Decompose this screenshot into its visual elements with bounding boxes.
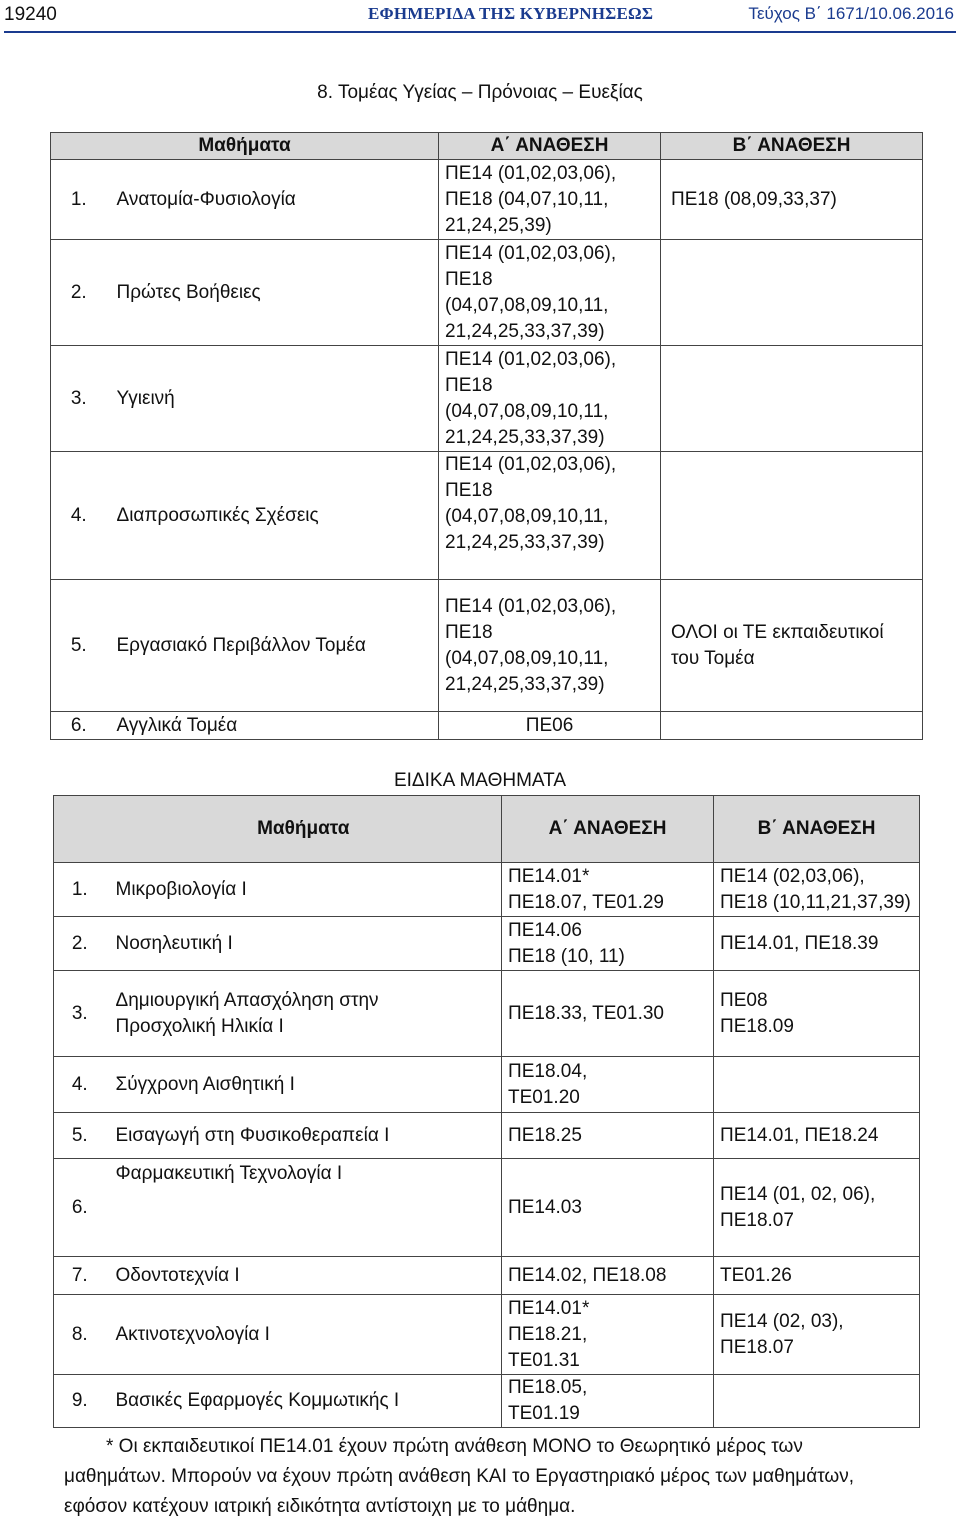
sector-courses-table [50,132,923,740]
second-assignment-cell [714,863,920,917]
assignment-line: ΠΕ18.25 [508,1124,582,1146]
second-assignment-cell [714,1113,920,1159]
row-number: 2. [54,917,106,971]
course-name: Εισαγωγή στη Φυσικοθεραπεία Ι [106,1113,502,1159]
assignment-line: (04,07,08,09,10,11, [445,647,609,669]
second-assignment-cell [661,160,923,240]
table-row [54,1257,920,1295]
assignment-line: ΠΕ18 (08,09,33,37) [671,188,837,210]
assignment-line: ΠΕ14.02, ΠΕ18.08 [508,1264,667,1286]
second-assignment-cell [714,971,920,1057]
header-first-assignment: Α΄ ΑΝΑΘΕΣΗ [502,796,714,863]
row-number: 6. [54,1159,106,1257]
assignment-line: (04,07,08,09,10,11, [445,506,609,527]
assignment-line: 21,24,25,33,37,39) [445,320,605,342]
table-row [54,1159,920,1257]
assignment-line: ΠΕ14 (01, 02, 06), [720,1183,876,1205]
header-second-assignment: Β΄ ΑΝΑΘΕΣΗ [714,796,920,863]
section-title: 8. Τομέας Υγείας – Πρόνοιας – Ευεξίας [317,82,643,103]
assignment-line: ΠΕ14.01, ΠΕ18.24 [720,1124,879,1146]
table-row [51,240,923,346]
course-name: Δημιουργική Απασχόληση στην Προσχολική Ηλικία Ι [106,971,502,1057]
assignment-line: ΠΕ14 (02,03,06), [720,865,865,887]
second-assignment-cell [661,452,923,580]
assignment-line: (04,07,08,09,10,11, [445,294,609,316]
assignment-line: ΤΕ01.20 [508,1086,580,1108]
table-row [54,1113,920,1159]
course-name: Φαρμακευτική Τεχνολογία Ι [106,1159,502,1257]
header-divider [4,31,956,33]
second-assignment-cell [714,1375,920,1428]
assignment-line: ΠΕ14.01, ΠΕ18.39 [720,932,879,954]
assignment-line: ΟΛΟΙ οι ΤΕ εκπαιδευτικοί [671,621,884,643]
table-row [51,580,923,712]
assignment-line: ΠΕ18 [445,621,493,643]
course-name: Μικροβιολογία Ι [106,863,502,917]
course-name: Διαπροσωπικές Σχέσεις [107,452,439,580]
assignment-line: ΠΕ14 (01,02,03,06), [445,454,617,475]
footnote-line: μαθημάτων. Μπορούν να έχουν πρώτη ανάθεση ΚΑΙ το Εργαστηριακό μέρος των μαθημάτων, [64,1466,855,1487]
row-number: 1. [54,863,106,917]
course-name: Ακτινοτεχνολογία Ι [106,1295,502,1375]
assignment-line: 21,24,25,33,37,39) [445,426,605,448]
first-assignment-cell [502,971,714,1057]
table-header-row [51,133,923,160]
assignment-line: ΠΕ14 (01,02,03,06), [445,595,617,617]
first-assignment-cell [502,1113,714,1159]
row-number: 4. [51,452,107,580]
row-number: 1. [51,160,107,240]
row-number: 3. [54,971,106,1057]
table-header-row [54,796,920,863]
first-assignment-cell [502,1375,714,1428]
table-row [54,917,920,971]
table-row [54,1375,920,1428]
first-assignment-cell [439,712,661,740]
footnote-line: εφόσον κατέχουν ιατρική ειδικότητα αντίστοιχη με το μάθημα. [64,1496,576,1517]
row-number: 3. [51,346,107,452]
second-assignment-cell [714,1257,920,1295]
assignment-line: ΠΕ18 [445,374,493,396]
course-name: Πρώτες Βοήθειες [107,240,439,346]
table-row [54,1295,920,1375]
table-row [51,160,923,240]
table-row [54,863,920,917]
course-name: Οδοντοτεχνία Ι [106,1257,502,1295]
second-assignment-cell [661,240,923,346]
assignment-line: του Τομέα [671,647,755,669]
assignment-line: ΠΕ14 (01,02,03,06), [445,348,617,370]
first-assignment-cell [502,1057,714,1113]
assignment-line: ΠΕ14.03 [508,1196,582,1218]
header-num [54,796,106,863]
row-number: 2. [51,240,107,346]
assignment-line: ΠΕ18 [445,480,493,501]
row-number: 6. [51,712,107,740]
table-row [51,712,923,740]
row-number: 5. [51,580,107,712]
first-assignment-cell [502,863,714,917]
second-assignment-cell [661,580,923,712]
first-assignment-cell [439,346,661,452]
assignment-line: ΠΕ18.05, [508,1377,588,1398]
assignment-line: ΠΕ18 (10,11,21,37,39) [720,891,911,913]
assignment-line: ΠΕ14.01* [508,1297,590,1319]
row-number: 8. [54,1295,106,1375]
second-assignment-cell [661,346,923,452]
course-name: Εργασιακό Περιβάλλον Τομέα [107,580,439,712]
first-assignment-cell [502,1295,714,1375]
assignment-line: ΠΕ14 (01,02,03,06), [445,242,617,264]
assignment-line: ΠΕ18.09 [720,1015,794,1037]
first-assignment-cell [502,917,714,971]
assignment-line: ΠΕ18.33, ΤΕ01.30 [508,1002,664,1024]
first-assignment-cell [439,240,661,346]
first-assignment-cell [502,1159,714,1257]
assignment-line: ΠΕ18 (04,07,10,11, [445,188,609,210]
second-assignment-cell [661,712,923,740]
assignment-line: ΤΕ01.31 [508,1349,580,1371]
second-assignment-cell [714,917,920,971]
header-courses: Μαθήματα [106,796,502,863]
assignment-line: ΠΕ18.07 [720,1336,794,1358]
assignment-line: ΠΕ14.06 [508,919,582,941]
table-row [54,1057,920,1113]
row-number: 7. [54,1257,106,1295]
table-row [51,452,923,580]
second-assignment-cell [714,1159,920,1257]
course-name: Υγιεινή [107,346,439,452]
issue-number: Τεύχος Β΄ 1671/10.06.2016 [748,4,954,23]
header-courses: Μαθήματα [51,133,439,160]
header-second-assignment: Β΄ ΑΝΑΘΕΣΗ [661,133,923,160]
assignment-line: 21,24,25,33,37,39) [445,532,605,553]
assignment-line: ΠΕ18.21, [508,1323,588,1345]
header-first-assignment: Α΄ ΑΝΑΘΕΣΗ [439,133,661,160]
course-name: Ανατομία-Φυσιολογία [107,160,439,240]
first-assignment-cell [439,580,661,712]
assignment-line: ΠΕ14 (01,02,03,06), [445,162,617,184]
first-assignment-cell [439,452,661,580]
assignment-line: ΠΕ06 [525,714,574,736]
table-row [51,346,923,452]
course-name: Σύγχρονη Αισθητική Ι [106,1057,502,1113]
row-number: 5. [54,1113,106,1159]
table-row [54,971,920,1057]
assignment-line: ΠΕ18.07 [720,1209,794,1231]
assignment-line: 21,24,25,33,37,39) [445,673,605,695]
journal-title: ΕΦΗΜΕΡΙΔΑ ΤΗΣ ΚΥΒΕΡΝΗΣΕΩΣ [368,4,654,23]
assignment-line: ΠΕ18.04, [508,1060,588,1082]
second-assignment-cell [714,1295,920,1375]
assignment-line: (04,07,08,09,10,11, [445,400,609,422]
assignment-line: ΠΕ18 [445,268,493,290]
row-number: 9. [54,1375,106,1428]
course-name: Νοσηλευτική Ι [106,917,502,971]
row-number: 4. [54,1057,106,1113]
assignment-line: ΠΕ08 [720,989,768,1011]
assignment-line: ΠΕ14 (02, 03), [720,1310,844,1332]
second-assignment-cell [714,1057,920,1113]
assignment-line: ΠΕ18 (10, 11) [508,945,625,967]
page-number: 19240 [4,4,57,25]
assignment-line: ΤΕ01.26 [720,1264,792,1286]
assignment-line: ΠΕ14.01* [508,865,590,887]
course-name: Αγγλικά Τομέα [107,712,439,740]
special-courses-table [53,795,920,1428]
footnote-line: * Οι εκπαιδευτικοί ΠΕ14.01 έχουν πρώτη ανάθεση ΜΟΝΟ το Θεωρητικό μέρος των [106,1436,803,1457]
assignment-line: ΠΕ18.07, ΤΕ01.29 [508,891,664,913]
assignment-line: ΤΕ01.19 [508,1403,580,1424]
special-courses-title: ΕΙΔΙΚΑ ΜΑΘΗΜΑΤΑ [393,770,567,791]
course-name: Βασικές Εφαρμογές Κομμωτικής Ι [106,1375,502,1428]
footnote [64,1432,908,1522]
first-assignment-cell [502,1257,714,1295]
assignment-line: 21,24,25,39) [445,214,552,236]
first-assignment-cell [439,160,661,240]
